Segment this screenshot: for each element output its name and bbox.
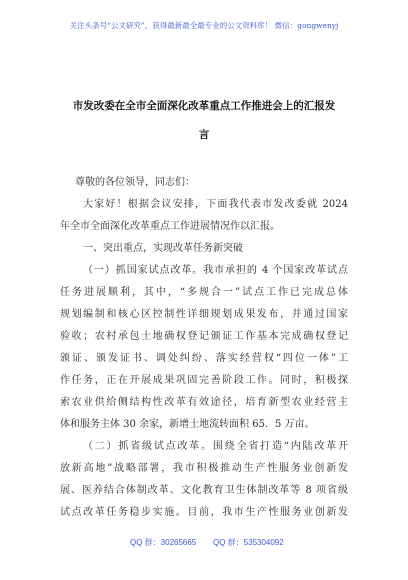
footer-qq-group-1: QQ 群：30265665 — [130, 538, 197, 547]
body-line: 试点改革任务稳步实施。目前，我市生产性服务业创新发 — [60, 507, 348, 518]
body-line: 展、医养结合体制改革、文化教育卫生体制改革等 8 项省级 — [60, 485, 348, 496]
document-title-line1: 市发改委在全市全面深化改革重点工作推进会上的汇报发 — [72, 100, 336, 112]
body-line: 大家好！根据会议安排，下面我代表市发改委就 2024 — [83, 199, 348, 210]
document-title-line2: 言 — [198, 129, 210, 141]
section-heading: 一、突出重点，实现改革任务新突破 — [83, 243, 243, 254]
body-line: 放新高地”战略部署，我市积极推动生产性服务业创新发 — [60, 463, 348, 474]
body-line: 规划编制和核心区控制性详细规划成果发布，并通过国家 — [60, 309, 348, 320]
body-line: 索农业供给侧结构性改革有效途径，培育新型农业经营主 — [60, 397, 348, 408]
body-line: 作任务，正在开展成果巩固完善阶段工作。同时，积极探 — [60, 375, 348, 386]
body-line: 年全市全面深化改革重点工作进展情况作以汇报。 — [60, 221, 280, 232]
body-line: （二）抓省级试点改革。围绕全省打造“内陆改革开 — [83, 441, 348, 452]
body-line: （一）抓国家试点改革。我市承担的 4 个国家改革试点 — [83, 265, 348, 276]
salutation: 尊敬的各位领导，同志们： — [75, 177, 195, 188]
header-banner: 关注头条号“公文研究”，获得最新最全最专业的公文资料库！ 微信：gongwenyj — [69, 21, 339, 30]
body-line: 任务进展顺利，其中，“多规合一”试点工作已完成总体 — [60, 287, 348, 298]
body-line: 颁证、颁发证书、调处纠纷、落实经营权“四位一体”工 — [60, 353, 348, 364]
body-line: 体和服务主体 30 余家，新增土地流转面积 65．5 万亩。 — [60, 419, 315, 430]
body-line: 验收；农村承包土地确权登记颁证工作基本完成确权登记 — [60, 331, 348, 342]
footer-qq-group-2: QQ 群：535304092 — [213, 538, 284, 547]
